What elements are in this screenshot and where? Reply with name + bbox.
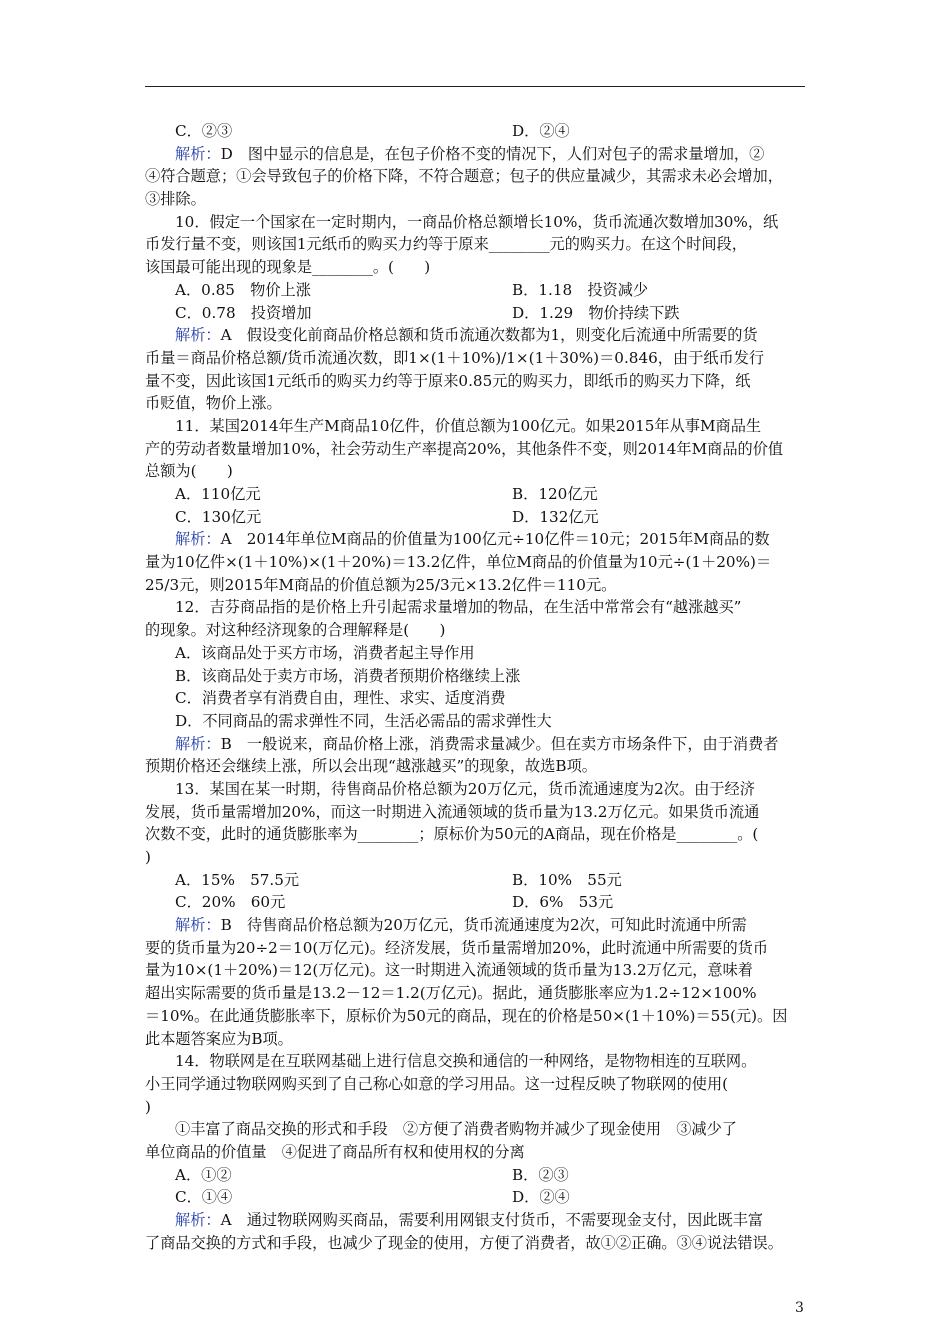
text-line	[145, 256, 815, 279]
line-text: 币发行量不变，则该国1元纸币的购买力约等于原来________元的购买力。在这个时间段，	[145, 235, 747, 254]
options-row	[145, 891, 815, 914]
line-text: 总额为( )	[145, 462, 233, 481]
line-text: B 一般说来，商品价格上涨，消费需求量减少。但在卖方市场条件下，由于消费者	[220, 734, 779, 753]
text-line	[145, 347, 815, 370]
text-line	[145, 1073, 815, 1096]
option-text: D．6% 53元	[512, 893, 614, 912]
text-line	[145, 778, 815, 801]
analysis-label: 解析：	[175, 1211, 221, 1229]
line-text: ④符合题意；①会导致包子的价格下降，不符合题意；包子的供应量减少，其需求未必会增加，	[145, 167, 783, 186]
line-text: 该国最可能出现的现象是________。( )	[145, 258, 431, 277]
line-text: 预期价格还会继续上涨，所以会出现“越涨越买”的现象，故选B项。	[145, 757, 597, 776]
analysis-line	[145, 528, 815, 551]
line-text: ＝10%。在此通货膨胀率下，原标价为50元的商品，现在的价格是50×(1＋10%)＝55(元)。因	[145, 1006, 788, 1025]
text-line	[145, 1005, 815, 1028]
text-line	[145, 370, 815, 393]
text-line	[145, 233, 815, 256]
option-text: C．②③	[175, 122, 233, 140]
line-text: B．该商品处于卖方市场，消费者预期价格继续上涨	[175, 666, 521, 685]
option-text: B．②③	[512, 1165, 569, 1184]
options-row	[145, 1186, 815, 1209]
line-text: 12．吉芬商品指的是价格上升引起需求量增加的物品，在生活中常常会有“越涨越买”	[175, 598, 742, 617]
line-text: 要的货币量为20÷2＝10(万亿元)。经济发展，货币量需增加20%，此时流通中所需要的货币	[145, 938, 769, 957]
text-line	[145, 1118, 815, 1141]
option-text: C．0.78 投资增加	[175, 303, 312, 322]
text-line	[145, 392, 815, 415]
text-line	[145, 1028, 815, 1051]
option-text: C．130亿元	[175, 507, 262, 526]
text-line	[145, 982, 815, 1005]
page-number: 3	[795, 1300, 804, 1316]
text-line	[145, 551, 815, 574]
line-text: 25/3元，则2015年M商品的价值总额为25/3元×13.2亿件＝110元。	[145, 575, 617, 594]
text-line	[145, 1232, 815, 1255]
document-body	[145, 120, 815, 1254]
line-text: ③排除。	[145, 190, 206, 209]
line-text: 10．假定一个国家在一定时期内，一商品价格总额增长10%，货币流通次数增加30%，纸	[175, 212, 779, 231]
line-text: 13．某国在某一时期，待售商品价格总额为20万亿元，货币流通速度为2次。由于经济	[175, 779, 755, 798]
text-line	[145, 1096, 815, 1119]
line-text: A．该商品处于买方市场，消费者起主导作用	[175, 643, 475, 662]
analysis-label: 解析：	[175, 734, 221, 753]
line-text: 此本题答案应为B项。	[145, 1029, 293, 1048]
line-text: 量为10×(1＋20%)＝12(万亿元)。这一时期进入流通领域的货币量为13.2万亿元，意味着	[145, 961, 753, 980]
line-text: D 图中显示的信息是，在包子价格不变的情况下，人们对包子的需求量增加，②	[220, 144, 765, 163]
line-text: 11．某国2014年生产M商品10亿件，价值总额为100亿元。如果2015年从事M商品生	[175, 416, 762, 435]
line-text: 发展，货币量需增加20%，而这一时期进入流通领域的货币量为13.2万亿元。如果货币流通	[145, 802, 760, 821]
line-text: 量为10亿件×(1＋10%)×(1＋20%)＝13.2亿件，单位M商品的价值量为10元÷(1＋20%)＝	[145, 553, 772, 572]
analysis-line	[145, 143, 815, 166]
text-line	[145, 188, 815, 211]
options-row	[145, 869, 815, 892]
line-text: 币贬值，物价上涨。	[145, 394, 282, 413]
line-text: 的现象。对这种经济现象的合理解释是( )	[145, 621, 446, 640]
line-text: )	[145, 1097, 151, 1116]
options-row	[145, 506, 815, 529]
text-line	[145, 755, 815, 778]
analysis-label: 解析：	[175, 326, 221, 345]
analysis-label: 解析：	[175, 144, 221, 163]
line-text: 小王同学通过物联网购买到了自己称心如意的学习用品。这一过程反映了物联网的使用(	[145, 1074, 729, 1093]
text-line	[145, 710, 815, 733]
text-line	[145, 687, 815, 710]
option-text: D．132亿元	[512, 507, 599, 526]
line-text: 单位商品的价值量 ④促进了商品所有权和使用权的分离	[145, 1142, 525, 1161]
options-row	[145, 279, 815, 302]
text-line	[145, 801, 815, 824]
text-line	[145, 1141, 815, 1164]
text-line	[145, 460, 815, 483]
line-text: D．不同商品的需求弹性不同，生活必需品的需求弹性大	[175, 711, 552, 730]
options-row	[145, 302, 815, 325]
text-line	[145, 165, 815, 188]
line-text: A 通过物联网购买商品，需要利用网银支付货币，不需要现金支付，因此既丰富	[220, 1211, 764, 1229]
option-text: B．10% 55元	[512, 870, 622, 889]
options-row	[145, 483, 815, 506]
text-line	[145, 415, 815, 438]
line-text: 产的劳动者数量增加10%，社会劳动生产率提高20%，其他条件不变，则2014年M商品的价值	[145, 439, 784, 458]
option-text: C．①④	[175, 1188, 233, 1207]
option-text: A．15% 57.5元	[175, 870, 300, 889]
text-line	[145, 642, 815, 665]
options-row	[145, 120, 815, 143]
line-text: 次数不变，此时的通货膨胀率为________；原标价为50元的A商品，现在价格是________。(	[145, 825, 759, 844]
line-text: )	[145, 848, 151, 866]
header-rule	[145, 86, 805, 87]
option-text: B．120亿元	[512, 485, 598, 503]
text-line	[145, 846, 815, 869]
line-text: 14．物联网是在互联网基础上进行信息交换和通信的一种网络，是物物相连的互联网。	[175, 1052, 757, 1071]
text-line	[145, 937, 815, 960]
analysis-line	[145, 1209, 815, 1232]
text-line	[145, 959, 815, 982]
analysis-label: 解析：	[175, 530, 221, 549]
analysis-line	[145, 733, 815, 756]
option-text: D．②④	[512, 122, 570, 140]
line-text: 了商品交换的方式和手段，也减少了现金的使用，方便了消费者，故①②正确。③④说法错误。	[145, 1233, 783, 1252]
line-text: B 待售商品价格总额为20万亿元，货币流通速度为2次，可知此时流通中所需	[220, 916, 747, 935]
line-text: A 2014年单位M商品的价值量为100亿元÷10亿件＝10元；2015年M商品的数	[220, 530, 770, 549]
text-line	[145, 438, 815, 461]
option-text: D．②④	[512, 1188, 570, 1207]
option-text: D．1.29 物价持续下跌	[512, 303, 680, 322]
line-text: 超出实际需要的货币量是13.2－12＝1.2(万亿元)。据此，通货膨胀率应为1.2÷12×100%	[145, 984, 757, 1003]
text-line	[145, 665, 815, 688]
text-line	[145, 1050, 815, 1073]
text-line	[145, 823, 815, 846]
text-line	[145, 574, 815, 597]
line-text: 量不变，因此该国1元纸币的购买力约等于原来0.85元的购买力，即纸币的购买力下降，纸	[145, 371, 751, 390]
analysis-line	[145, 324, 815, 347]
option-text: A．110亿元	[175, 485, 261, 503]
option-text: B．1.18 投资减少	[512, 280, 649, 299]
option-text: A．①②	[175, 1165, 232, 1184]
text-line	[145, 596, 815, 619]
analysis-label: 解析：	[175, 916, 221, 935]
options-row	[145, 1164, 815, 1187]
option-text: C．20% 60元	[175, 893, 286, 912]
analysis-line	[145, 914, 815, 937]
line-text: ①丰富了商品交换的形式和手段 ②方便了消费者购物并减少了现金使用 ③减少了	[175, 1120, 737, 1139]
line-text: 币量＝商品价格总额/货币流通次数，即1×(1＋10%)/1×(1＋30%)＝0.846，由于纸币发行	[145, 348, 765, 367]
line-text: C．消费者享有消费自由，理性、求实、适度消费	[175, 689, 506, 708]
text-line	[145, 619, 815, 642]
line-text: A 假设变化前商品价格总额和货币流通次数都为1，则变化后流通中所需要的货	[220, 326, 758, 345]
text-line	[145, 211, 815, 234]
option-text: A．0.85 物价上涨	[175, 280, 311, 299]
